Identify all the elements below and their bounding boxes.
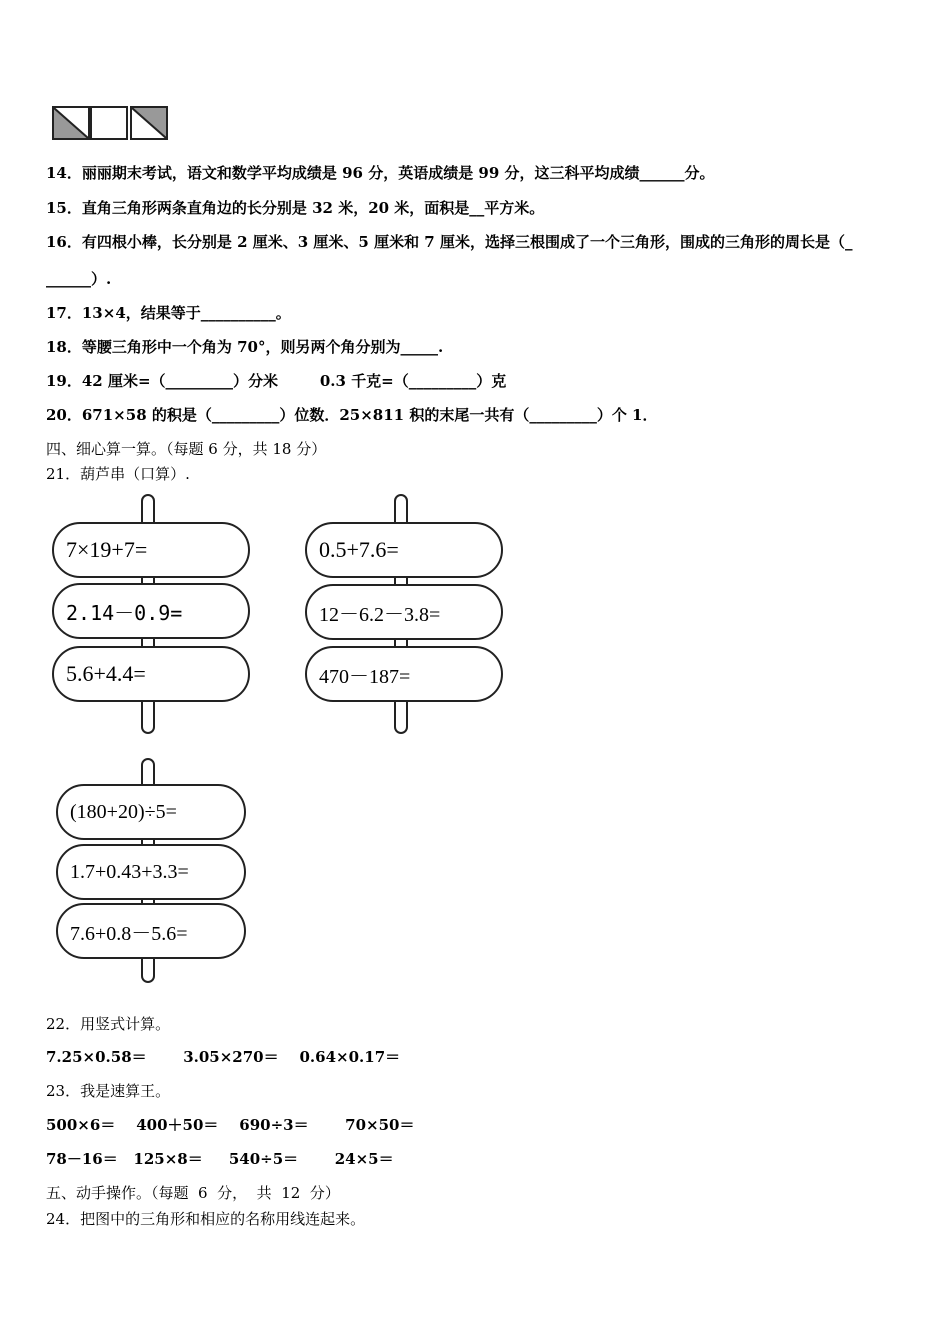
question-23: 23．我是速算王。 — [46, 1082, 171, 1100]
question-17: 17．13×4，结果等于__________。 — [46, 304, 291, 322]
question-18: 18．等腰三角形中一个角为 70°，则另两个角分别为_____. — [46, 338, 444, 356]
figure-square-blank — [90, 106, 128, 140]
question-23-row1: 500×6＝ 400＋50＝ 690÷3＝ 70×50＝ — [46, 1116, 415, 1134]
gourd-2-bead-3: 470－187= — [305, 646, 503, 702]
gourd-3 — [56, 758, 248, 983]
section-4-heading: 四、细心算一算。（每题 6 分，共 18 分） — [46, 440, 327, 458]
question-16-line2: ______）. — [46, 270, 112, 288]
gourd-2-bead-2: 12－6.2－3.8= — [305, 584, 503, 640]
gourd-1-bead-1: 7×19+7= — [52, 522, 250, 578]
gourd-1-bead-2: 2.14－0.9= — [52, 583, 250, 639]
gourd-1 — [52, 494, 252, 734]
gourd-2 — [305, 494, 505, 734]
question-19: 19．42 厘米=（_________）分米 0.3 千克=（_________）克 — [46, 372, 507, 390]
figure-square-shaded-1 — [52, 106, 90, 140]
question-20: 20．671×58 的积是（_________）位数．25×811 积的末尾一共有（_________）个 1． — [46, 406, 658, 424]
question-22: 22．用竖式计算。 — [46, 1015, 171, 1033]
question-22-items: 7.25×0.58＝ 3.05×270＝ 0.64×0.17＝ — [46, 1048, 401, 1066]
gourd-1-bead-3: 5.6+4.4= — [52, 646, 250, 702]
gourd-3-bead-2: 1.7+0.43+3.3= — [56, 844, 246, 900]
question-21: 21．葫芦串（口算）. — [46, 465, 190, 483]
figure-square-shaded-2 — [130, 106, 168, 140]
section-5-heading: 五、动手操作。（每题 6 分， 共 12 分） — [46, 1184, 340, 1202]
gourd-3-bead-3: 7.6+0.8－5.6= — [56, 903, 246, 959]
question-14: 14．丽丽期末考试，语文和数学平均成绩是 96 分，英语成绩是 99 分，这三科平均成绩______分。 — [46, 164, 715, 182]
gourd-3-bead-1: (180+20)÷5= — [56, 784, 246, 840]
question-24: 24．把图中的三角形和相应的名称用线连起来。 — [46, 1210, 366, 1228]
question-23-row2: 78－16＝ 125×8＝ 540÷5＝ 24×5＝ — [46, 1150, 394, 1168]
gourd-2-bead-1: 0.5+7.6= — [305, 522, 503, 578]
question-16-line1: 16．有四根小棒，长分别是 2 厘米、3 厘米、5 厘米和 7 厘米，选择三根围成了一个三角形，围成的三角形的周长是（_ — [46, 233, 853, 251]
question-15: 15．直角三角形两条直角边的长分别是 32 米，20 米，面积是__平方米。 — [46, 199, 545, 217]
